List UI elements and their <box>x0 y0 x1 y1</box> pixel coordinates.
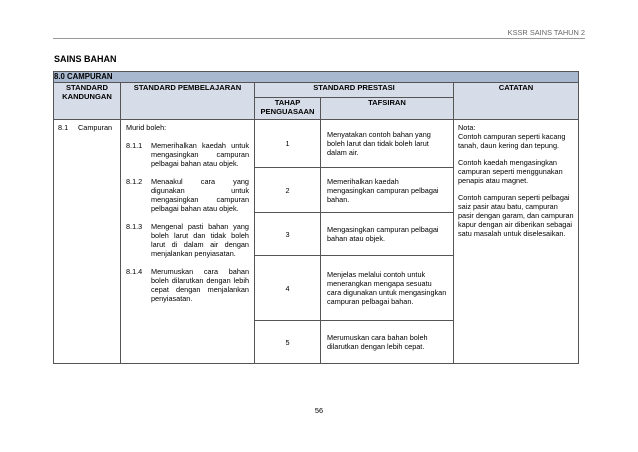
page-header <box>53 0 585 38</box>
list-item <box>126 267 249 303</box>
catatan-note: Contoh kaedah mengasingkan campuran seperti menggunakan penapis atau magnet. <box>458 158 563 185</box>
catatan-note-label: Nota: <box>458 123 476 132</box>
tafsiran-cell: Menyatakan contoh bahan yang boleh larut dan tidak boleh larut dalam air. <box>321 120 454 168</box>
header-standard-kandungan: STANDARD KANDUNGAN <box>54 83 121 120</box>
list-item <box>126 177 249 213</box>
item-number: 8.1.2 <box>126 177 143 186</box>
tahap-cell: 2 <box>255 168 321 213</box>
document-title: KSSR SAINS TAHUN 2 <box>507 28 585 37</box>
header-tahap-penguasaan: TAHAP PENGUASAAN <box>255 98 321 120</box>
pembelajaran-intro: Murid boleh: <box>126 123 167 132</box>
standard-kandungan-cell <box>54 120 121 364</box>
catatan-note: Contoh campuran seperti kacang tanah, daun kering dan tepung. <box>458 132 566 150</box>
topic-row <box>54 72 579 83</box>
header-tafsiran: TAFSIRAN <box>321 98 454 120</box>
header-row <box>54 83 579 98</box>
tafsiran-cell: Mengasingkan campuran pelbagai bahan atau objek. <box>321 213 454 256</box>
header-standard-pembelajaran: STANDARD PEMBELAJARAN <box>121 83 255 120</box>
table-row <box>54 120 579 168</box>
item-text: Menaakul cara yang digunakan untuk mengasingkan campuran pelbagai bahan atau objek. <box>151 177 249 213</box>
item-number: 8.1.4 <box>126 267 143 276</box>
catatan-note: Contoh campuran seperti pelbagai saiz pasir atau batu, campuran pasir dengan garam, dan campuran kapur dengan air diberikan sebagai satu masalah untuk diselesaikan. <box>458 193 574 238</box>
item-text: Merumuskan cara bahan boleh dilarutkan dengan lebih cepat dengan menjalankan penyiasatan. <box>151 267 249 303</box>
header-divider <box>53 38 585 39</box>
item-text: Mengenal pasti bahan yang boleh larut dan tidak boleh larut di dalam air dengan menjalankan penyiasatan. <box>151 222 249 258</box>
tafsiran-cell: Memerihalkan kaedah mengasingkan campuran pelbagai bahan. <box>321 168 454 213</box>
standard-kandungan-number: 8.1 <box>58 123 69 132</box>
tafsiran-cell: Menjelas melalui contoh untuk menerangkan mengapa sesuatu cara digunakan untuk mengasingkan campuran pelbagai bahan. <box>321 256 454 321</box>
tahap-cell: 4 <box>255 256 321 321</box>
standards-table <box>53 71 579 364</box>
header-catatan: CATATAN <box>454 83 579 120</box>
item-text: Memerihalkan kaedah untuk mengasingkan campuran pelbagai bahan atau objek. <box>151 141 249 168</box>
item-number: 8.1.1 <box>126 141 143 150</box>
list-item <box>126 141 249 168</box>
topic-heading: 8.0 CAMPURAN <box>54 72 579 83</box>
tafsiran-cell: Merumuskan cara bahan boleh dilarutkan dengan lebih cepat. <box>321 321 454 364</box>
tahap-cell: 3 <box>255 213 321 256</box>
tahap-cell: 1 <box>255 120 321 168</box>
tahap-cell: 5 <box>255 321 321 364</box>
list-item <box>126 222 249 258</box>
standard-kandungan-label: Campuran <box>78 123 113 132</box>
header-standard-prestasi: STANDARD PRESTASI <box>255 83 454 98</box>
item-number: 8.1.3 <box>126 222 143 231</box>
section-title: SAINS BAHAN <box>54 54 117 64</box>
standard-pembelajaran-cell <box>121 120 255 364</box>
page-number: 56 <box>314 406 324 415</box>
catatan-cell <box>454 120 579 364</box>
